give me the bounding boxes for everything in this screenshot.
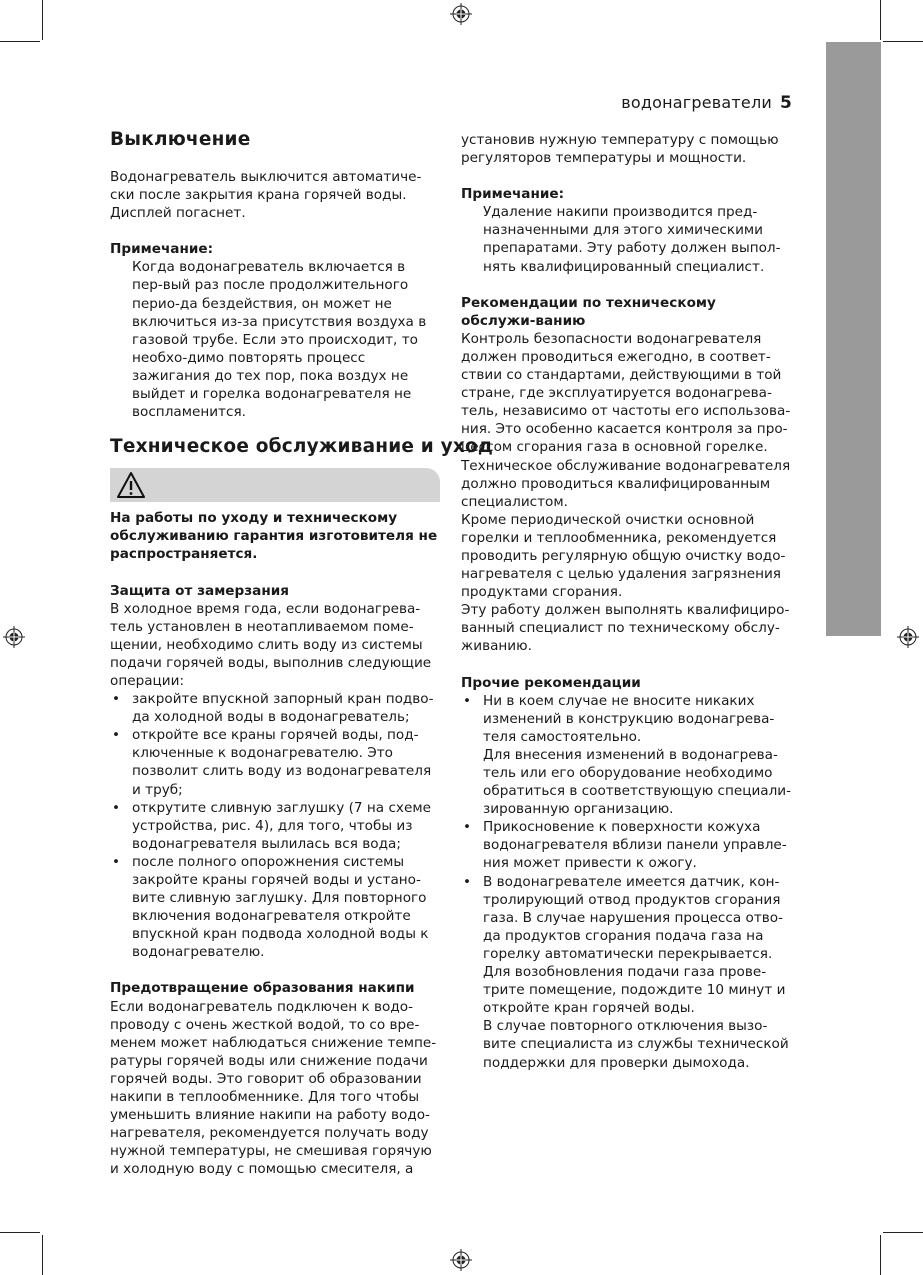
list-item-text: откройте все краны горячей воды, под-ключенные к водонагревателю. Это позволит слить воду из водонагревателя и труб; (132, 727, 432, 798)
shutdown-text: Водонагреватель выключится автоматиче-ски после закрытия крана горячей воды. Дисплей погаснет. (110, 169, 422, 222)
bullet-icon: • (463, 819, 472, 836)
left-column (110, 128, 494, 1179)
scale-text: Если водонагреватель подключен к водо-проводу с очень жесткой водой, то со вре-менем может наблюдаться снижение темпе-ратуры горячей воды или снижение подачи горячей воды. Это говорит об образовании накипи в теплообменнике. Для того чтобы уменьшить влияние накипи на работу водо-нагревателя, рекомендуется получать воду нужной температуры, не смешивая горячую и холодную воду с помощью смесителя, а (110, 998, 437, 1178)
list-item (110, 690, 440, 726)
crop-mark (880, 1235, 881, 1275)
registration-mark-icon (897, 626, 919, 648)
header-title: водонагреватели (621, 93, 772, 112)
right-column (461, 131, 793, 1072)
list-item-text: открутите сливную заглушку (7 на схеме устройства, рис. 4), для того, чтобы из водонагревателя вылилась вся вода; (132, 799, 431, 852)
maintenance-recommendations-title: Рекомендации по техническому обслужи-ванию (461, 294, 716, 329)
bullet-icon: • (112, 853, 121, 870)
list-item-extra: В случае повторного отключения вызо-вите специалиста из службы технической поддержки для проверки дымохода. (483, 1018, 789, 1071)
crop-mark (42, 1235, 43, 1275)
list-item-extra: Для внесения изменений в водонагрева-тель или его оборудование необходимо обратиться в соответствующую специали-зированную организацию. (483, 746, 792, 818)
crop-mark (883, 1232, 923, 1233)
crop-mark (42, 0, 43, 40)
maintenance-text-3: Эту работу должен выполнять квалифициро-ванный специалист по техническому обслу-живанию. (461, 602, 790, 655)
registration-mark-icon (450, 3, 472, 25)
frost-intro: В холодное время года, если водонагрева-тель установлен в неотапливаемом поме-щении, необходимо слить воду из системы подачи горячей воды, выполнив следующие операции: (110, 600, 432, 689)
bullet-icon: • (112, 799, 121, 816)
frost-title: Защита от замерзания (110, 582, 289, 599)
bullet-icon: • (112, 691, 121, 708)
other-list (461, 692, 793, 1072)
bullet-icon: • (112, 727, 121, 744)
list-item-text: В водонагревателе имеется датчик, кон-тролирующий отвод продуктов сгорания газа. В случае нарушения процесса отво-да продуктов сгорания подача газа на горелку автоматически перекрывается. Для возобновления подачи газа прове-трите помещение, подождите 10 минут и откройте кран горячей воды. (483, 873, 786, 1017)
page-header (621, 93, 792, 113)
registration-mark-icon (450, 1249, 472, 1271)
warning-box (110, 468, 440, 502)
bullet-icon: • (463, 692, 472, 709)
list-item (110, 726, 440, 798)
warning-text: На работы по уходу и техническому обслуживанию гарантия изготовителя не распространяется. (110, 510, 438, 563)
crop-mark (0, 1232, 40, 1233)
section-title-shutdown: Выключение (110, 129, 251, 150)
note-text: Удаление накипи производится пред-назначенными для этого химическими препаратами. Эту работу должен выпол-нять квалифицированный специалист. (483, 204, 781, 275)
maintenance-text-1: Контроль безопасности водонагревателя должен проводиться ежегодно, в соответ-ствии со стандартами, действующими в той стране, где эксплуатируется водонагрева-тель, независимо от частоты его использова-ния. Это особенно касается контроля за про-цессом сгорания газа в основной горелке. Техническое обслуживание водонагревателя должно проводиться квалифицированным специалистом. (461, 330, 791, 510)
note-label: Примечание: (110, 241, 214, 258)
list-item-text: после полного опорожнения системы закройте краны горячей воды и устано-вите сливную заглушку. Для повторного включения водонагревателя откройте впускной кран подвода холодной воды к водонагревателю. (132, 853, 429, 961)
section-title-maintenance: Техническое обслуживание и уход (110, 436, 494, 458)
scale-title: Предотвращение образования накипи (110, 980, 415, 997)
page-number: 5 (779, 93, 792, 113)
bullet-icon: • (463, 873, 472, 890)
list-item (110, 853, 440, 962)
list-item-text: Прикосновение к поверхности кожуха водонагревателя вблизи панели управле-ния может привести к ожогу. (483, 819, 787, 872)
list-item (461, 818, 793, 872)
continued-text: установив нужную температуру с помощью регуляторов температуры и мощности. (461, 132, 779, 167)
list-item (461, 692, 793, 819)
crop-mark (0, 41, 40, 42)
note-text: Когда водонагреватель включается в пер-вый раз после продолжительного перио-да бездействия, он может не включиться из-за присутствия воздуха в газовой трубе. Если это происходит, то необхо-димо повторять процесс зажигания до тех пор, пока воздух не выйдет и горелка водонагревателя не воспламенится. (132, 259, 427, 421)
registration-mark-icon (3, 626, 25, 648)
crop-mark (880, 0, 881, 40)
warning-triangle-icon (116, 471, 146, 499)
other-recommendations-title: Прочие рекомендации (461, 674, 641, 691)
frost-list (110, 690, 440, 961)
list-item (461, 873, 793, 1072)
maintenance-text-2: Кроме периодической очистки основной горелки и теплообменника, рекомендуется проводить регулярную общую очистку водо-нагревателя с целью удаления загрязнения продуктами сгорания. (461, 511, 786, 601)
list-item-text: закройте впускной запорный кран подво-да холодной воды в водонагреватель; (132, 691, 434, 726)
list-item (110, 799, 440, 853)
crop-mark (883, 41, 923, 42)
note-label: Примечание: (461, 186, 565, 203)
list-item-text: Ни в коем случае не вносите никаких изменений в конструкцию водонагрева-теля самостоятельно. (483, 692, 775, 745)
chapter-tab (826, 42, 881, 636)
